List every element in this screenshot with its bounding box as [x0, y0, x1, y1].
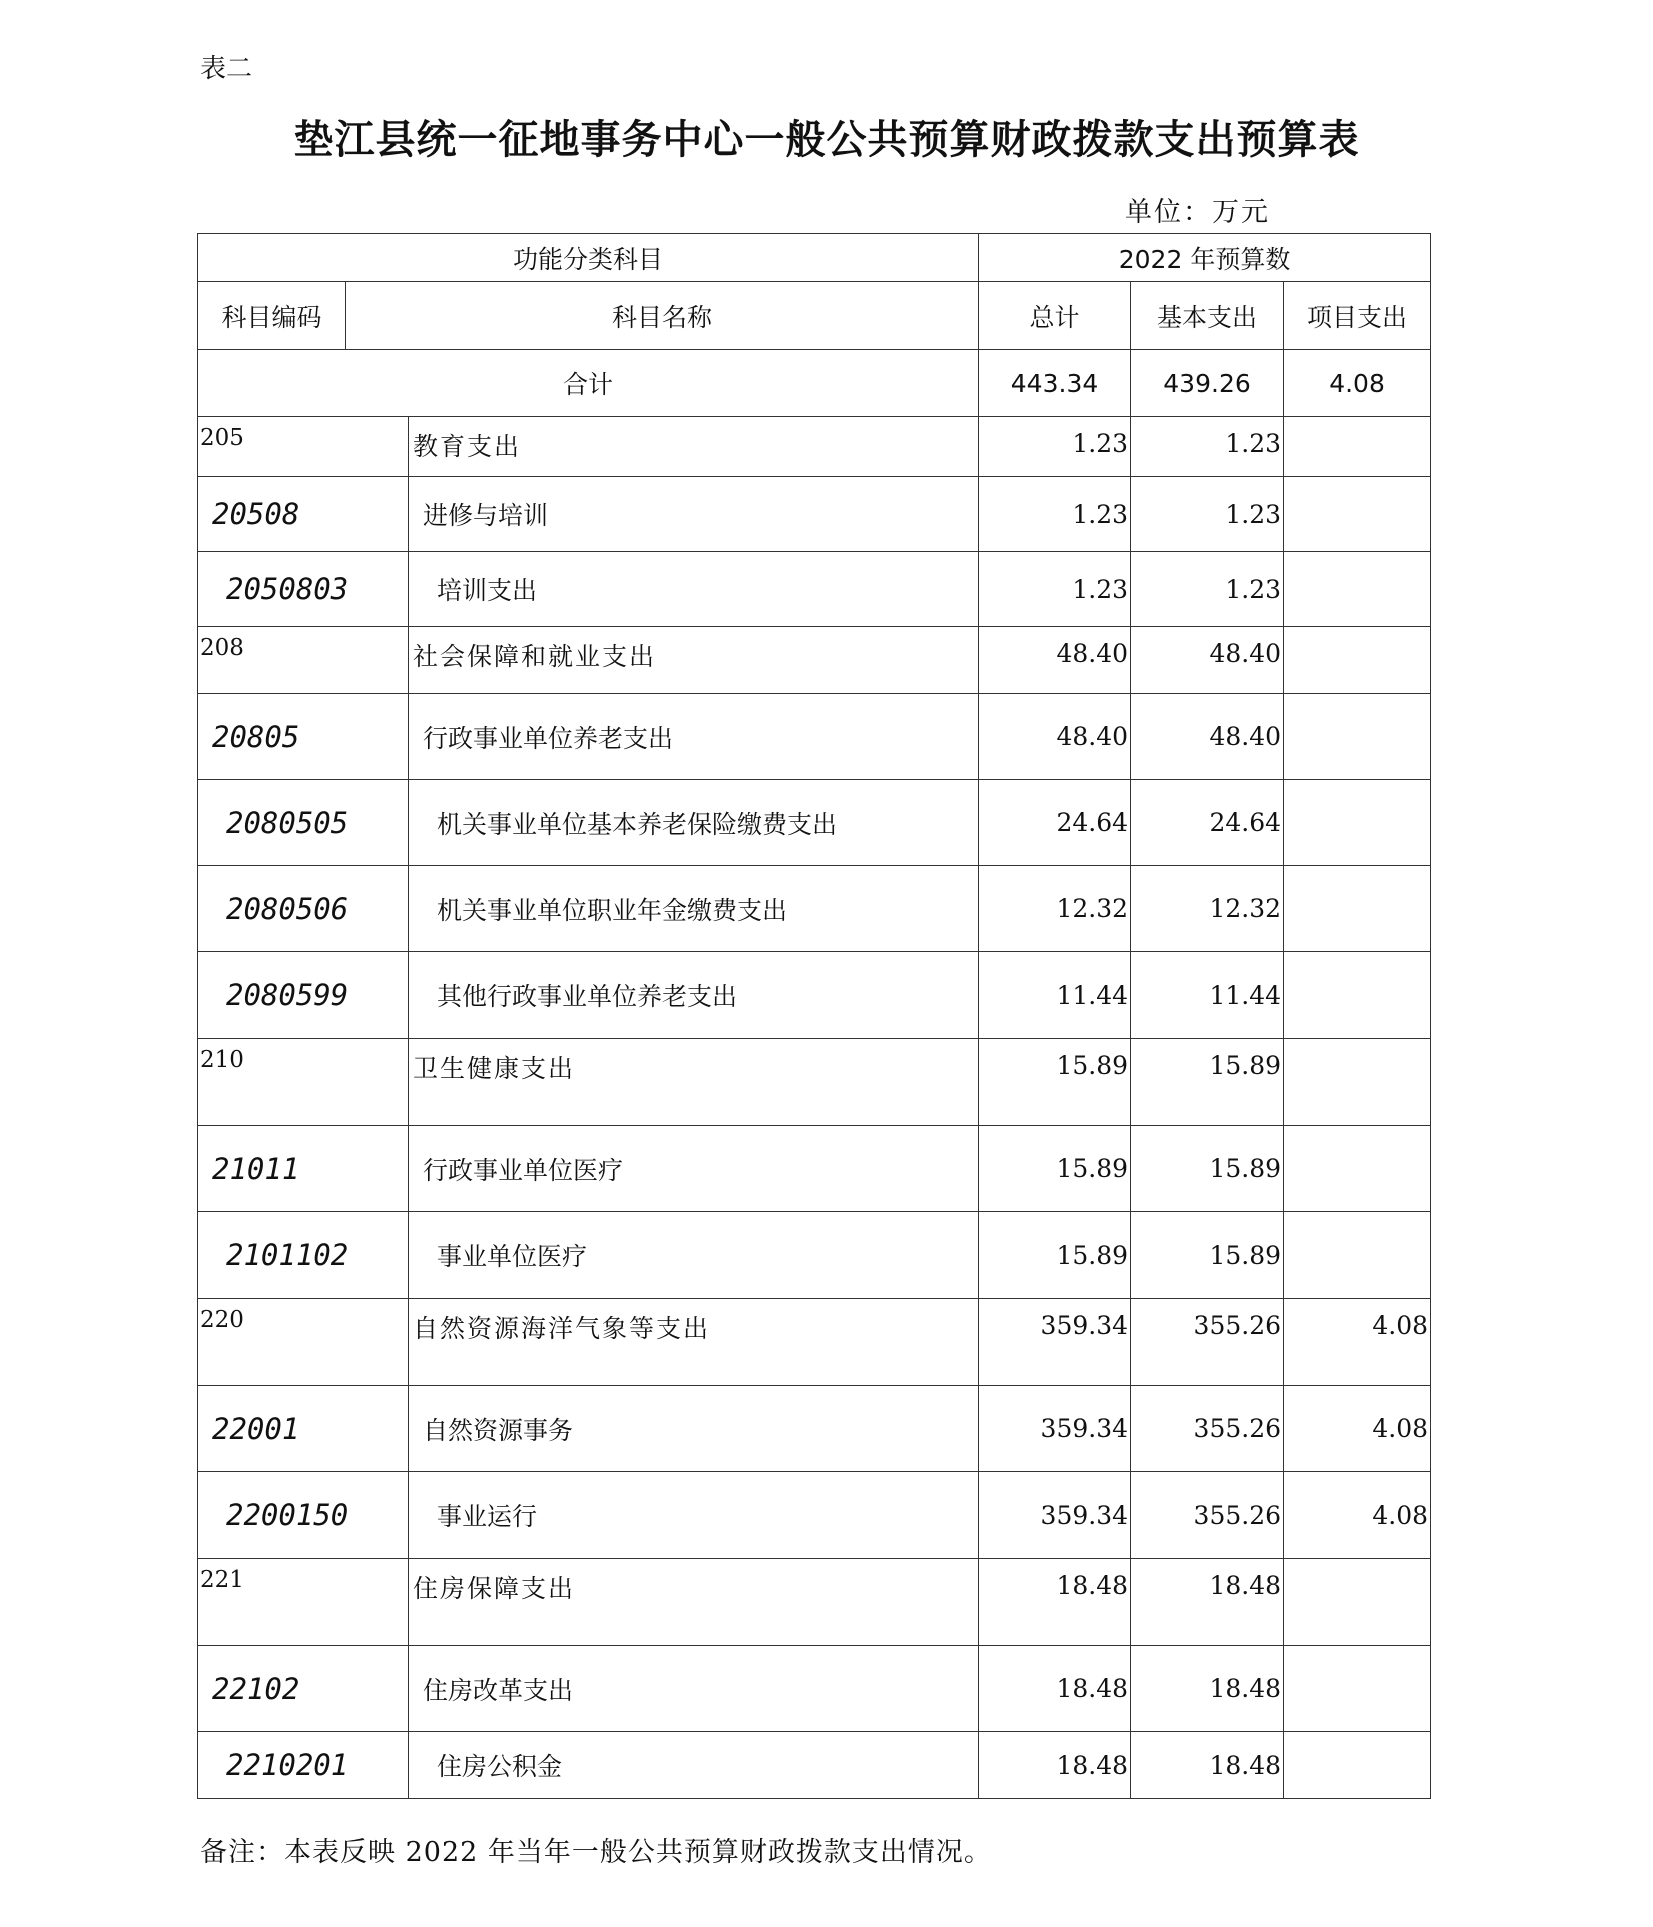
subject-name: 住房公积金: [409, 1732, 979, 1799]
subject-name: 进修与培训: [409, 477, 979, 552]
amount-total: 15.89: [979, 1212, 1131, 1299]
table-row: [198, 1646, 1431, 1732]
amount-project: [1284, 1559, 1431, 1646]
amount-total: 1.23: [979, 477, 1131, 552]
amount-total: 12.32: [979, 866, 1131, 952]
amount-project: [1284, 417, 1431, 477]
subject-name: 教育支出: [409, 417, 979, 477]
header-project: 项目支出: [1284, 282, 1431, 350]
table-row: [198, 627, 1431, 694]
subject-code: 2101102: [198, 1212, 409, 1299]
header-total: 总计: [979, 282, 1131, 350]
subject-code: 22001: [198, 1386, 409, 1472]
amount-basic: 18.48: [1131, 1732, 1284, 1799]
amount-basic: 355.26: [1131, 1472, 1284, 1559]
budget-table: [197, 233, 1431, 1799]
table-row: [198, 1386, 1431, 1472]
amount-total: 18.48: [979, 1559, 1131, 1646]
amount-project: [1284, 1039, 1431, 1126]
header-basic: 基本支出: [1131, 282, 1284, 350]
header-row-bottom: [198, 282, 1431, 350]
subject-name: 行政事业单位医疗: [409, 1126, 979, 1212]
subject-name: 住房改革支出: [409, 1646, 979, 1732]
table-row: [198, 866, 1431, 952]
subject-code: 22102: [198, 1646, 409, 1732]
amount-project: 4.08: [1284, 1386, 1431, 1472]
total-row: [198, 350, 1431, 417]
header-name: 科目名称: [346, 282, 979, 350]
page-title: 垫江县统一征地事务中心一般公共预算财政拨款支出预算表: [293, 117, 1360, 163]
amount-basic: 24.64: [1131, 780, 1284, 866]
amount-total: 48.40: [979, 627, 1131, 694]
subject-code: 20508: [198, 477, 409, 552]
amount-total: 18.48: [979, 1732, 1131, 1799]
footnote: 备注：本表反映 2022 年当年一般公共预算财政拨款支出情况。: [200, 1837, 992, 1868]
total-basic: 439.26: [1131, 350, 1284, 417]
amount-basic: 48.40: [1131, 627, 1284, 694]
table-row: [198, 780, 1431, 866]
amount-basic: 15.89: [1131, 1212, 1284, 1299]
amount-project: [1284, 694, 1431, 780]
subject-name: 社会保障和就业支出: [409, 627, 979, 694]
subject-name: 卫生健康支出: [409, 1039, 979, 1126]
table-row: [198, 952, 1431, 1039]
table-row: [198, 1039, 1431, 1126]
table-row: [198, 1559, 1431, 1646]
amount-basic: 1.23: [1131, 552, 1284, 627]
amount-total: 359.34: [979, 1299, 1131, 1386]
amount-project: [1284, 477, 1431, 552]
subject-name: 自然资源事务: [409, 1386, 979, 1472]
amount-basic: 355.26: [1131, 1386, 1284, 1472]
subject-code: 2080506: [198, 866, 409, 952]
amount-project: 4.08: [1284, 1472, 1431, 1559]
table-row: [198, 1472, 1431, 1559]
amount-project: [1284, 952, 1431, 1039]
amount-basic: 1.23: [1131, 417, 1284, 477]
subject-code: 208: [198, 627, 409, 694]
header-func-class: 功能分类科目: [198, 234, 979, 282]
subject-name: 机关事业单位基本养老保险缴费支出: [409, 780, 979, 866]
amount-basic: 1.23: [1131, 477, 1284, 552]
table-row: [198, 694, 1431, 780]
amount-project: [1284, 866, 1431, 952]
total-label: 合计: [198, 350, 979, 417]
amount-project: [1284, 1732, 1431, 1799]
subject-code: 2200150: [198, 1472, 409, 1559]
subject-code: 2210201: [198, 1732, 409, 1799]
amount-project: [1284, 1212, 1431, 1299]
table-row: [198, 552, 1431, 627]
amount-basic: 12.32: [1131, 866, 1284, 952]
subject-code: 205: [198, 417, 409, 477]
subject-name: 住房保障支出: [409, 1559, 979, 1646]
amount-project: [1284, 552, 1431, 627]
subject-name: 培训支出: [409, 552, 979, 627]
amount-basic: 15.89: [1131, 1126, 1284, 1212]
amount-total: 359.34: [979, 1472, 1131, 1559]
table-row: [198, 477, 1431, 552]
amount-total: 11.44: [979, 952, 1131, 1039]
subject-name: 自然资源海洋气象等支出: [409, 1299, 979, 1386]
amount-project: 4.08: [1284, 1299, 1431, 1386]
amount-total: 24.64: [979, 780, 1131, 866]
total-project: 4.08: [1284, 350, 1431, 417]
subject-name: 其他行政事业单位养老支出: [409, 952, 979, 1039]
budget-table-body: [198, 234, 1431, 1799]
page-label: 表二: [200, 54, 253, 84]
amount-basic: 48.40: [1131, 694, 1284, 780]
amount-total: 359.34: [979, 1386, 1131, 1472]
table-row: [198, 417, 1431, 477]
amount-basic: 15.89: [1131, 1039, 1284, 1126]
amount-total: 18.48: [979, 1646, 1131, 1732]
table-row: [198, 1299, 1431, 1386]
amount-total: 1.23: [979, 552, 1131, 627]
amount-project: [1284, 1126, 1431, 1212]
amount-project: [1284, 780, 1431, 866]
amount-total: 15.89: [979, 1126, 1131, 1212]
subject-name: 机关事业单位职业年金缴费支出: [409, 866, 979, 952]
table-row: [198, 1126, 1431, 1212]
table-row: [198, 1212, 1431, 1299]
header-code: 科目编码: [198, 282, 346, 350]
unit-label: 单位：万元: [1125, 197, 1270, 228]
total-total: 443.34: [979, 350, 1131, 417]
header-year-budget: 2022 年预算数: [979, 234, 1431, 282]
subject-code: 221: [198, 1559, 409, 1646]
amount-total: 15.89: [979, 1039, 1131, 1126]
amount-basic: 18.48: [1131, 1646, 1284, 1732]
subject-code: 20805: [198, 694, 409, 780]
amount-project: [1284, 1646, 1431, 1732]
subject-name: 行政事业单位养老支出: [409, 694, 979, 780]
subject-code: 2080599: [198, 952, 409, 1039]
subject-code: 2080505: [198, 780, 409, 866]
subject-code: 2050803: [198, 552, 409, 627]
amount-basic: 355.26: [1131, 1299, 1284, 1386]
subject-code: 210: [198, 1039, 409, 1126]
amount-basic: 18.48: [1131, 1559, 1284, 1646]
table-row: [198, 1732, 1431, 1799]
amount-project: [1284, 627, 1431, 694]
amount-total: 48.40: [979, 694, 1131, 780]
subject-code: 220: [198, 1299, 409, 1386]
amount-total: 1.23: [979, 417, 1131, 477]
subject-code: 21011: [198, 1126, 409, 1212]
subject-name: 事业单位医疗: [409, 1212, 979, 1299]
header-row-top: [198, 234, 1431, 282]
amount-basic: 11.44: [1131, 952, 1284, 1039]
subject-name: 事业运行: [409, 1472, 979, 1559]
